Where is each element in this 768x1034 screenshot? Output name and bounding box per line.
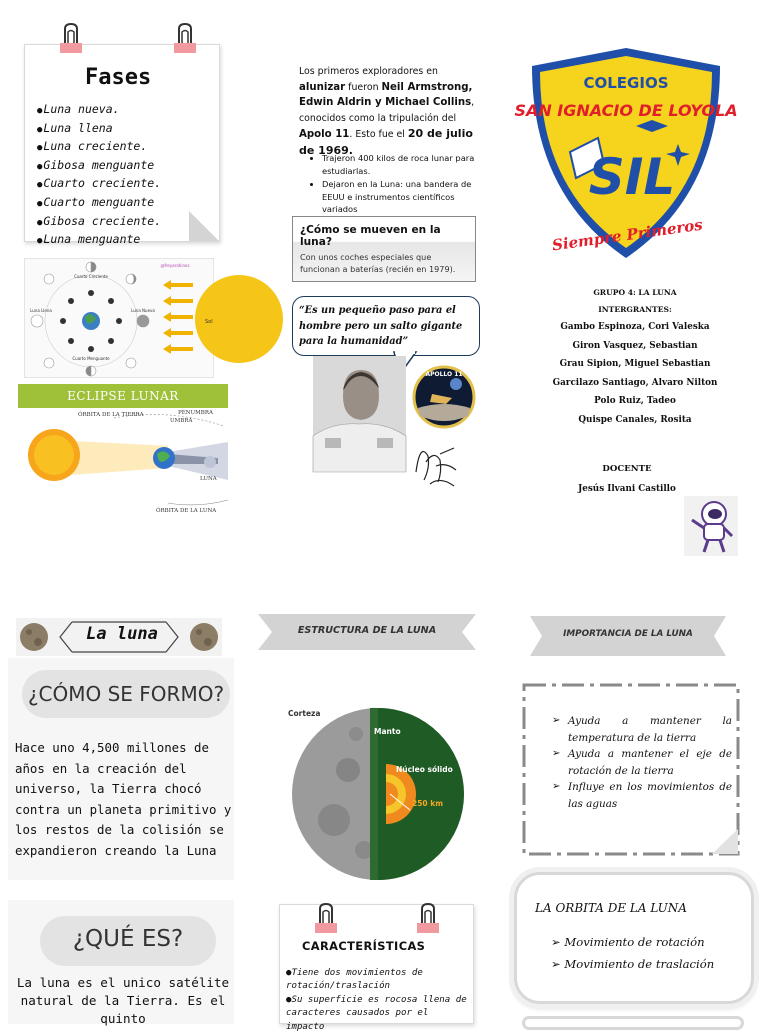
penumbra-label: PENUMBRA — [178, 410, 213, 416]
importancia-list — [552, 713, 732, 813]
list-item: ●Su superficie es rocosa llena de caracteres causados por el impacto — [286, 994, 467, 1032]
list-item: ● Luna creciente. — [37, 138, 161, 157]
list-item: ➢ Movimiento de rotación — [551, 931, 714, 953]
fases-list — [37, 101, 161, 250]
members-title: INTERGRANTES: — [598, 305, 672, 314]
text-bold: Apolo 11 — [299, 129, 350, 140]
phase-label-bottom: Cuarto Menguante — [72, 356, 110, 361]
badge-text: APOLLO 11 — [425, 371, 463, 378]
text-bold: alunizar — [299, 81, 346, 93]
eclipse-title: ECLIPSE LUNAR — [67, 389, 179, 403]
explorers-bullets — [312, 152, 482, 217]
list-item: Polo Ruiz, Tadeo — [594, 396, 676, 407]
list-item: • Dejaron en la Luna: una bandera de EEUU e instrumentos científicos variados — [322, 178, 482, 216]
binder-clip-icon — [314, 903, 338, 937]
list-item: ●Tiene dos movimientos de rotación/traslación — [286, 968, 423, 992]
text-span: . Esto fue el — [349, 129, 408, 140]
caracteristicas-list — [286, 967, 472, 1034]
orbita-title: LA ORBITA DE LA LUNA — [535, 901, 687, 915]
move-text: Con unos coches especiales que funcionan a baterías (recién en 1979). — [300, 252, 456, 274]
luna-label: LUNA — [200, 476, 217, 482]
list-item: ● Gibosa menguante — [37, 157, 161, 176]
orbit-moon-label: ÓRBITA DE LA LUNA — [156, 508, 217, 514]
quote-text: “Es un pequeño paso para el hombre pero un salto gigante para la humanidad” — [299, 305, 463, 347]
list-item: Grau Sipion, Miguel Sebastian — [559, 359, 711, 370]
school-motto: Siempre Primeros — [550, 215, 704, 255]
formo-card — [8, 658, 234, 880]
caracteristicas-note — [279, 904, 474, 1032]
formo-title: ¿CÓMO SE FORMO? — [27, 682, 225, 706]
phase-label-top: Cuarto Creciente — [74, 274, 108, 279]
km-label: 250 km — [412, 799, 444, 808]
que-es-card — [8, 900, 234, 1024]
move-box — [292, 216, 476, 282]
nucleo-label: Núcleo sólido — [396, 765, 453, 774]
signature-icon — [410, 432, 462, 490]
text-span: Los primeros exploradores en — [299, 66, 438, 77]
fases-title: Fases — [85, 65, 152, 90]
list-item: ➢ Ayuda a mantener el eje de rotación de la tierra — [552, 746, 732, 779]
list-item: ➢ Influye en los movimientos de las aguas — [552, 779, 732, 812]
list-item: ➢ Ayuda a mantener la temperatura de la tierra — [552, 713, 732, 746]
text-bold: 20 de julio de 1969. — [299, 127, 473, 157]
binder-clip-icon — [416, 903, 440, 937]
la-luna-title: La luna — [86, 624, 158, 644]
importancia-ribbon — [530, 616, 726, 652]
move-title: ¿Cómo se mueven en la luna? — [300, 224, 441, 248]
formo-text: Hace uno 4,500 millones de años en la creación del universo, la Tierra chocó contra un planeta primitivo y los restos de la colisión se expandieron creando la Luna — [15, 740, 232, 858]
orbit-earth-label: ÓRBITA DE LA TIERRA — [78, 412, 144, 418]
watermark: @freyarahinos — [160, 263, 190, 268]
next-box-edge — [522, 1016, 744, 1030]
sun-label: Sol — [205, 319, 213, 325]
la-luna-banner — [16, 618, 222, 656]
orbita-box — [514, 872, 754, 1004]
group-title: GRUPO 4: LA LUNA — [593, 288, 677, 297]
list-item: • Trajeron 400 kilos de roca lunar para estudiarlas. — [322, 152, 482, 177]
moon-icon — [204, 456, 216, 468]
school-initials: SIL — [588, 148, 676, 206]
school-word-1: COLEGIOS — [583, 74, 669, 92]
list-item: ● Luna llena — [37, 120, 161, 139]
apollo-badge-icon — [412, 364, 476, 430]
importancia-box — [522, 683, 740, 856]
astronaut-icon — [684, 496, 738, 556]
que-es-title: ¿QUÉ ES? — [72, 926, 184, 952]
school-logo — [514, 44, 738, 264]
phase-label-right: Luna Nueva — [131, 308, 155, 313]
school-word-2: SAN IGNACIO DE LOYOLA — [514, 101, 738, 120]
members-list — [540, 318, 730, 430]
que-es-pill — [40, 916, 216, 966]
estructura-ribbon — [258, 614, 476, 650]
estructura-title: ESTRUCTURA DE LA LUNA — [297, 625, 437, 636]
explorers-paragraph — [299, 64, 481, 159]
list-item: Garcilazo Santiago, Alvaro Nilton — [552, 377, 718, 388]
astronaut-photo — [313, 356, 406, 472]
moon-phases-diagram — [24, 258, 214, 378]
list-item: Giron Vasquez, Sebastian — [572, 340, 698, 351]
binder-clip-icon — [59, 23, 83, 57]
list-item: ● Luna menguante — [37, 231, 161, 250]
list-item: ● Cuarto creciente. — [37, 175, 161, 194]
caracteristicas-title: CARACTERÍSTICAS — [302, 939, 426, 953]
list-item: ● Gibosa creciente. — [37, 213, 161, 232]
fases-note — [24, 44, 220, 247]
formo-pill — [22, 670, 230, 718]
list-item: ● Cuarto menguante — [37, 194, 161, 213]
text-span: , conocidos como la tripulación del — [299, 97, 475, 124]
binder-clip-icon — [173, 23, 197, 57]
list-item: Gambo Espinoza, Cori Valeska — [560, 322, 710, 332]
moon-structure-diagram — [286, 700, 466, 884]
moon-icon — [20, 623, 48, 651]
que-es-text: La luna es el unico satélite natural de la Tierra. Es el quinto — [16, 975, 230, 1026]
teacher-name: Jesús Ilvani Castillo — [578, 484, 676, 494]
eclipse-diagram — [18, 384, 228, 524]
corteza-label: Corteza — [288, 709, 321, 718]
manto-label: Manto — [374, 727, 401, 736]
list-item: Quispe Canales, Rosita — [578, 414, 692, 425]
umbra-label: UMBRA — [170, 418, 193, 424]
orbita-list — [551, 931, 714, 975]
text-span: fueron — [345, 81, 382, 93]
moon-icon — [190, 623, 218, 651]
teacher-label: DOCENTE — [602, 464, 652, 474]
text-bold: Neil Armstrong, Edwin Aldrin y Michael Collins — [299, 81, 473, 108]
phase-label-left: Luna Llena — [30, 308, 52, 313]
list-item: ➢ Movimiento de traslación — [551, 953, 714, 975]
quote-bubble — [292, 296, 480, 356]
importancia-title: IMPORTANCIA DE LA LUNA — [563, 629, 693, 639]
list-item: ● Luna nueva. — [37, 101, 161, 120]
group-block — [540, 288, 730, 430]
